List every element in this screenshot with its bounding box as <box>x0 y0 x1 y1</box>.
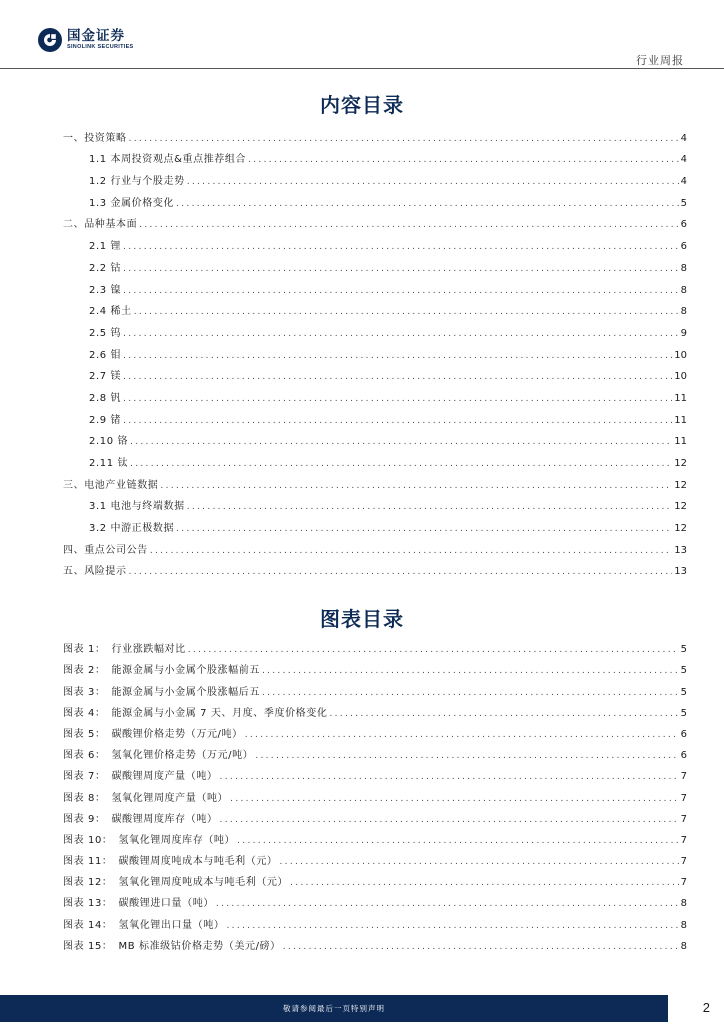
figure-entry-label[interactable]: 能源金属与小金属个股涨幅前五 <box>111 665 260 677</box>
figure-list-title: 图表目录 <box>320 607 404 631</box>
leader-dots <box>123 372 672 382</box>
toc-entry[interactable] <box>63 382 687 404</box>
footer-bar <box>0 995 668 1022</box>
toc-entry-page: 12 <box>674 458 687 469</box>
figure-entry-page: 5 <box>680 707 687 719</box>
logo-mark-icon <box>38 28 62 52</box>
page-number: 2 <box>702 1000 710 1015</box>
figure-number: 图表 15： <box>63 940 113 952</box>
toc-entry[interactable] <box>63 317 687 339</box>
leader-dots <box>176 524 672 534</box>
toc-entry[interactable] <box>63 512 687 534</box>
figure-entry-label[interactable]: 氢氧化锂周度库存（吨） <box>118 834 236 846</box>
figure-number: 图表 12： <box>63 877 113 889</box>
logo-text-en: SINOLINK SECURITIES <box>67 44 134 50</box>
leader-dots <box>176 199 679 209</box>
figure-entry[interactable] <box>63 846 687 867</box>
toc-entry-label[interactable]: 2.5 钨 <box>89 327 122 339</box>
leader-dots <box>245 730 679 740</box>
toc-entry[interactable] <box>63 165 687 187</box>
figure-entry[interactable] <box>63 825 687 846</box>
leader-dots <box>123 264 679 274</box>
toc-entry-label[interactable]: 2.3 镍 <box>89 284 122 296</box>
leader-dots <box>129 567 673 577</box>
toc-entry-page: 6 <box>680 241 687 253</box>
toc-entry[interactable] <box>63 122 687 144</box>
leader-dots <box>134 307 679 317</box>
toc-entry[interactable] <box>63 230 687 252</box>
figure-entry-label[interactable]: 氢氧化锂周度吨成本与吨毛利（元） <box>118 877 289 889</box>
leader-dots <box>329 709 678 719</box>
leader-dots <box>220 772 679 782</box>
leader-dots <box>188 645 679 655</box>
toc-entry[interactable] <box>63 187 687 209</box>
leader-dots <box>187 177 679 187</box>
toc-entry-page: 10 <box>674 349 687 361</box>
figure-entry[interactable] <box>63 676 687 697</box>
toc-entry-page: 12 <box>674 501 687 513</box>
leader-dots <box>237 836 679 846</box>
figure-number: 图表 13： <box>63 898 113 910</box>
figure-entry-label[interactable]: 能源金属与小金属 7 天、月度、季度价格变化 <box>111 707 328 719</box>
toc-entry[interactable] <box>63 252 687 274</box>
toc-entry-page: 11 <box>674 436 687 448</box>
leader-dots <box>123 351 672 361</box>
toc-entry-page: 8 <box>680 262 687 274</box>
leader-dots <box>129 134 679 144</box>
leader-dots <box>123 329 679 339</box>
toc-entry-label[interactable]: 2.2 钴 <box>89 262 122 274</box>
toc-entry[interactable] <box>63 339 687 361</box>
toc-entry-label[interactable]: 2.4 稀土 <box>89 306 132 318</box>
figure-number: 图表 14： <box>63 919 113 931</box>
figure-entry-page: 7 <box>680 856 687 868</box>
leader-dots <box>123 394 672 404</box>
figure-entry[interactable] <box>63 931 687 952</box>
figure-number: 图表 5： <box>63 728 106 740</box>
toc-entry[interactable] <box>63 491 687 513</box>
figure-entry-label[interactable]: 碳酸锂周度产量（吨） <box>111 771 218 783</box>
table-of-contents <box>63 122 687 577</box>
toc-entry-label[interactable]: 四、重点公司公告 <box>63 544 148 556</box>
toc-entry-label[interactable]: 三、电池产业链数据 <box>63 479 159 491</box>
toc-entry[interactable] <box>63 144 687 166</box>
toc-entry-page: 13 <box>674 544 687 556</box>
toc-entry-label[interactable]: 2.8 钒 <box>89 392 122 404</box>
figure-entry-page: 5 <box>680 644 687 656</box>
page-header <box>0 0 724 70</box>
disclaimer-note: 敬请参阅最后一页特别声明 <box>283 1004 385 1013</box>
company-logo <box>38 28 134 52</box>
leader-dots <box>283 942 679 952</box>
leader-dots <box>227 921 679 931</box>
figure-entry-label[interactable]: 氢氧化锂价格走势（万元/吨） <box>111 750 254 762</box>
leader-dots <box>220 815 679 825</box>
toc-entry-page: 9 <box>680 327 687 339</box>
figure-entry[interactable] <box>63 719 687 740</box>
toc-entry-page: 11 <box>674 414 687 426</box>
figure-entry-page: 8 <box>680 898 687 910</box>
toc-entry-page: 11 <box>674 392 687 404</box>
report-type-tag: 行业周报 <box>636 54 684 67</box>
toc-entry[interactable] <box>63 404 687 426</box>
toc-entry-label[interactable]: 2.9 锗 <box>89 414 122 426</box>
logo-text-cn: 国金证券 <box>67 28 125 44</box>
figure-list <box>63 634 687 952</box>
figure-entry[interactable] <box>63 909 687 930</box>
leader-dots <box>230 794 678 804</box>
toc-entry-label[interactable]: 一、投资策略 <box>63 132 127 144</box>
toc-entry-page: 5 <box>680 197 687 209</box>
leader-dots <box>248 155 679 165</box>
toc-entry-label[interactable]: 2.11 钛 <box>89 458 129 469</box>
toc-entry[interactable] <box>63 296 687 318</box>
figure-entry[interactable] <box>63 867 687 888</box>
toc-entry-label[interactable]: 1.1 本周投资观点&重点推荐组合 <box>89 154 247 166</box>
toc-entry-page: 13 <box>674 566 687 578</box>
toc-entry-label[interactable]: 3.1 电池与终端数据 <box>89 501 185 513</box>
figure-entry-label[interactable]: 氢氧化锂出口量（吨） <box>118 919 225 931</box>
toc-entry-label[interactable]: 五、风险提示 <box>63 566 127 578</box>
leader-dots <box>130 437 672 447</box>
figure-number: 图表 7： <box>63 771 106 783</box>
toc-entry-page: 12 <box>674 479 687 491</box>
toc-entry[interactable] <box>63 209 687 231</box>
figure-entry[interactable] <box>63 761 687 782</box>
toc-entry-label[interactable]: 2.7 镁 <box>89 371 122 383</box>
toc-entry-page: 4 <box>680 176 687 188</box>
leader-dots <box>187 502 673 512</box>
figure-entry[interactable] <box>63 888 687 909</box>
figure-entry[interactable] <box>63 698 687 719</box>
figure-entry-page: 5 <box>680 686 687 698</box>
figure-entry[interactable] <box>63 782 687 803</box>
figure-entry-label[interactable]: 碳酸锂周度吨成本与吨毛利（元） <box>118 856 278 868</box>
figure-entry-label[interactable]: 碳酸锂价格走势（万元/吨） <box>111 728 243 740</box>
figure-entry-page: 6 <box>680 750 687 762</box>
toc-entry-page: 4 <box>680 132 687 144</box>
toc-entry[interactable] <box>63 274 687 296</box>
leader-dots <box>160 481 672 491</box>
toc-entry-label[interactable]: 1.2 行业与个股走势 <box>89 176 185 188</box>
figure-entry-label[interactable]: MB 标准级钴价格走势（美元/磅） <box>118 940 281 952</box>
figure-entry-page: 7 <box>680 792 687 804</box>
leader-dots <box>123 242 679 252</box>
toc-entry[interactable] <box>63 534 687 556</box>
figure-entry-page: 7 <box>680 834 687 846</box>
toc-entry-label[interactable]: 2.6 钼 <box>89 349 122 361</box>
figure-number: 图表 6： <box>63 750 106 762</box>
figure-entry-page: 8 <box>680 940 687 952</box>
toc-entry-label[interactable]: 2.10 铬 <box>89 436 129 448</box>
leader-dots <box>130 459 672 469</box>
toc-entry-page: 4 <box>680 154 687 166</box>
figure-entry-page: 5 <box>680 665 687 677</box>
toc-entry[interactable] <box>63 361 687 383</box>
figure-entry[interactable] <box>63 804 687 825</box>
figure-entry[interactable] <box>63 634 687 655</box>
figure-number: 图表 3： <box>63 686 106 698</box>
toc-entry[interactable] <box>63 426 687 448</box>
figure-number: 图表 4： <box>63 707 106 719</box>
toc-entry-label[interactable]: 3.2 中游正极数据 <box>89 523 175 535</box>
figure-entry-page: 8 <box>680 919 687 931</box>
leader-dots <box>139 220 678 230</box>
figure-entry-page: 7 <box>680 813 687 825</box>
figure-entry-label[interactable]: 碳酸锂进口量（吨） <box>118 898 214 910</box>
toc-entry[interactable] <box>63 469 687 491</box>
leader-dots <box>290 878 679 888</box>
toc-entry-page: 6 <box>680 219 687 231</box>
figure-number: 图表 10： <box>63 834 113 846</box>
figure-number: 图表 11： <box>63 856 113 868</box>
toc-entry-label[interactable]: 2.1 锂 <box>89 241 122 253</box>
toc-entry[interactable] <box>63 447 687 469</box>
leader-dots <box>255 751 678 761</box>
toc-entry-page: 8 <box>680 306 687 318</box>
toc-entry[interactable] <box>63 556 687 578</box>
leader-dots <box>216 899 679 909</box>
toc-entry-label[interactable]: 1.3 金属价格变化 <box>89 197 175 209</box>
toc-entry-label[interactable]: 二、品种基本面 <box>63 219 138 231</box>
leader-dots <box>123 286 679 296</box>
toc-entry-page: 12 <box>674 523 687 535</box>
leader-dots <box>262 688 679 698</box>
toc-entry-page: 8 <box>680 284 687 296</box>
figure-entry-label[interactable]: 能源金属与小金属个股涨幅后五 <box>111 686 260 698</box>
figure-number: 图表 8： <box>63 792 106 804</box>
figure-number: 图表 1： <box>63 644 106 656</box>
leader-dots <box>123 416 672 426</box>
page-footer <box>0 993 724 1024</box>
figure-entry[interactable] <box>63 655 687 676</box>
header-divider <box>0 68 724 69</box>
figure-entry[interactable] <box>63 740 687 761</box>
leader-dots <box>262 666 679 676</box>
figure-entry-label[interactable]: 碳酸锂周度库存（吨） <box>111 813 218 825</box>
figure-number: 图表 9： <box>63 813 106 825</box>
toc-title: 内容目录 <box>320 93 404 117</box>
figure-entry-page: 6 <box>680 728 687 740</box>
figure-entry-page: 7 <box>680 771 687 783</box>
leader-dots <box>280 857 679 867</box>
leader-dots <box>150 546 672 556</box>
figure-entry-label[interactable]: 氢氧化锂周度产量（吨） <box>111 792 229 804</box>
figure-number: 图表 2： <box>63 665 106 677</box>
figure-entry-label[interactable]: 行业涨跌幅对比 <box>111 644 186 656</box>
figure-entry-page: 7 <box>680 877 687 889</box>
toc-entry-page: 10 <box>674 371 687 383</box>
